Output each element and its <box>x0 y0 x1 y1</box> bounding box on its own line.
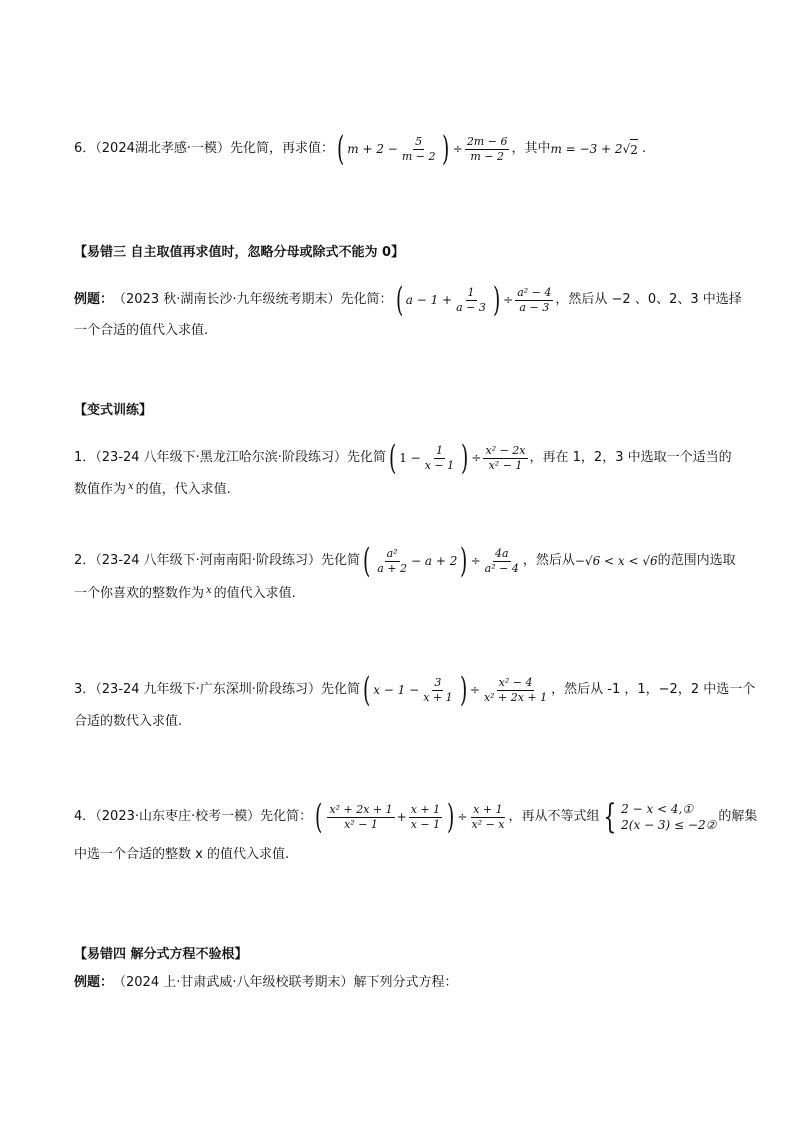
p2-range: −√6 < x < √6 <box>574 554 658 568</box>
right-paren: ) <box>447 797 455 837</box>
p2-term: − a + 2 <box>411 554 458 568</box>
inequality-2: 2(x − 3) ≤ −2② <box>621 818 717 832</box>
p3-term: x − 1 − <box>373 683 420 697</box>
p2-var: x <box>206 585 212 596</box>
divide: ÷ <box>470 554 481 568</box>
q6-divide: ÷ <box>452 142 463 156</box>
q6-suffix: ，其中 <box>511 141 551 156</box>
divide: ÷ <box>469 683 480 697</box>
left-paren: ( <box>362 541 371 581</box>
section-4-example <box>74 973 458 993</box>
section-3-example <box>74 280 742 320</box>
left-paren: ( <box>315 797 323 837</box>
practice-1 <box>74 438 732 478</box>
p1-term: 1 − <box>399 451 421 465</box>
p4-tail2: 的解集 <box>718 809 758 824</box>
practice-4-line2: 中选一个合适的整数 x 的值代入求值. <box>74 847 290 862</box>
e-fraction-1: $\frac{1}{a - 3}$ <box>456 285 486 314</box>
divide: ÷ <box>471 451 482 465</box>
p4-fraction-3: $\frac{x + 1}{\text{x² − x}}$ <box>471 802 505 831</box>
example-label: 例题： <box>74 975 114 990</box>
p2-line2-b: 的值代入求值. <box>213 586 296 601</box>
practice-2-line2 <box>74 584 296 604</box>
left-paren: ( <box>395 280 403 320</box>
p3-prefix: 3．（23-24 九年级下·广东深圳·阶段练习）先化简 <box>74 682 360 697</box>
p2-prefix: 2．（23-24 八年级下·河南南阳·阶段练习）先化简 <box>74 553 360 568</box>
p4-fraction-2: $\frac{x + 1}{x - 1}$ <box>410 802 441 831</box>
right-paren: ) <box>459 670 467 710</box>
p3-fraction-1: $\frac{3}{x + 1}$ <box>423 675 453 704</box>
q6-condition: m = −3 + 2 <box>550 142 623 156</box>
p2-line2-a: 一个你喜欢的整数作为 <box>74 586 205 601</box>
p2-fraction-2: $\frac{4a}{\text{a² − 4}}$ <box>484 546 519 575</box>
inequality-1: 2 − x < 4,① <box>621 802 694 816</box>
system-brace: { <box>603 797 617 837</box>
q6-fraction-2: $\frac{2m - 6}{m - 2}$ <box>466 134 508 163</box>
right-paren: ) <box>461 438 469 478</box>
section-3-heading: 【易错三 自主取值再求值时，忽略分母或除式不能为 0】 <box>74 245 405 260</box>
p3-fraction-2: $\frac{\text{x² − 4}}{\text{x² + 2x + 1}}$ <box>483 675 548 704</box>
sqrt-sign: √ <box>622 142 631 156</box>
q6-end: . <box>641 141 646 156</box>
practice-2 <box>74 541 736 581</box>
q6-fraction-1: $\frac{5}{m - 2}$ <box>401 134 436 163</box>
question-6 <box>74 129 646 169</box>
practice-1-line2 <box>74 480 231 500</box>
divide: ÷ <box>503 293 514 307</box>
e-term: a − 1 + <box>405 293 453 307</box>
q6-term1: m + 2 − <box>347 142 398 156</box>
inequality-system <box>621 801 716 833</box>
p2-tail-b: 的范围内选取 <box>657 553 736 568</box>
left-paren: ( <box>336 129 345 169</box>
right-paren: ) <box>460 541 468 581</box>
p1-var: x <box>128 481 134 492</box>
p4-prefix: 4．（2023·山东枣庄·校考一模）先化简： <box>74 809 313 824</box>
p4-tail: ，再从不等式组 <box>508 809 600 824</box>
example-label: 例题： <box>74 292 114 307</box>
example-text: （2023 秋·湖南长沙·九年级统考期末）先化简： <box>113 292 393 307</box>
practice-3-line2: 合适的数代入求值. <box>74 714 183 729</box>
p1-fraction-1: $\frac{1}{x - 1}$ <box>424 443 455 472</box>
section-3-example-line2: 一个合适的值代入求值. <box>74 323 209 338</box>
p4-plus: + <box>396 810 407 824</box>
q6-prefix: 6．（2024湖北孝感·一模）先化简，再求值： <box>74 141 334 156</box>
p1-tail: ，再在 1，2，3 中选取一个适当的 <box>529 450 732 465</box>
practice-3 <box>74 670 756 710</box>
p1-prefix: 1．（23-24 八年级下·黑龙江哈尔滨·阶段练习）先化简 <box>74 450 386 465</box>
p3-tail: ，然后从 -1 ，1，−2，2 中选一个 <box>551 682 756 697</box>
practice-heading: 【变式训练】 <box>74 403 153 418</box>
q6-sqrt-arg: 2 <box>630 139 638 160</box>
p1-fraction-2: $\frac{\text{x² − 2x}}{\text{x² − 1}}$ <box>485 443 526 472</box>
p4-fraction-1: $\frac{\text{x² + 2x + 1}}{\text{x² − 1}}$ <box>329 802 393 831</box>
practice-4 <box>74 797 758 837</box>
left-paren: ( <box>362 670 371 710</box>
p2-fraction-1: $\frac{\text{a²}}{a + 2}$ <box>377 546 407 575</box>
example-text: （2024 上·甘肃武威·八年级校联考期末）解下列分式方程： <box>113 975 458 990</box>
p1-line2-b: 的值，代入求值. <box>135 482 231 497</box>
e-tail: ，然后从 −2 、0、2、3 中选择 <box>555 292 742 307</box>
p1-line2-a: 数值作为 <box>74 482 127 497</box>
section-4-heading: 【易错四 解分式方程不验根】 <box>74 947 248 962</box>
p2-tail-a: ，然后从 <box>522 553 575 568</box>
right-paren: ) <box>492 280 501 320</box>
divide: ÷ <box>457 810 468 824</box>
right-paren: ) <box>442 129 450 169</box>
left-paren: ( <box>388 438 397 478</box>
e-fraction-2: $\frac{\text{a² − 4}}{a - 3}$ <box>517 285 552 314</box>
